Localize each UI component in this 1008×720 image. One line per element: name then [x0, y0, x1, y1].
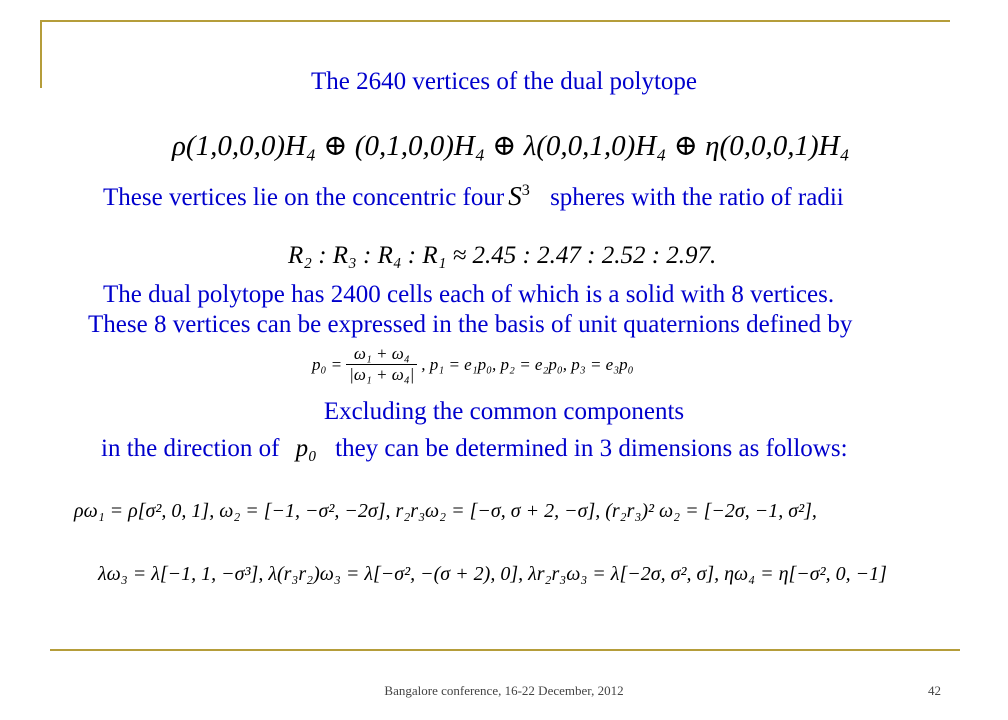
- direction-symbol: p₀: [295, 435, 317, 462]
- excluding-line: Excluding the common components: [323, 398, 685, 425]
- frame-bottom-rule: [50, 649, 960, 651]
- direction-line-end: they can be determined in 3 dimensions as follows:: [335, 435, 848, 462]
- components-row-2: λω₃ = λ[−1, 1, −σ³], λ(r₃r₂)ω₃ = λ[−σ², −(σ + 2), 0], λr₂r₃ω₃ = λ[−2σ, σ², σ], ηω₄ = η[−σ², 0, −1]: [98, 563, 887, 585]
- direction-line: [101, 435, 848, 463]
- vertex-sum-equation: ρ(1,0,0,0)H₄ ⊕ (0,1,0,0)H₄ ⊕ λ(0,0,1,0)H₄ ⊕ η(0,0,0,1)H₄: [172, 130, 850, 162]
- basis-line: These 8 vertices can be expressed in the basis of unit quaternions defined by: [88, 311, 853, 338]
- frame-top-rule: [40, 20, 950, 22]
- p0-denominator: |ω₁ + ω₄|: [349, 365, 415, 384]
- p0-lhs: p₀ =: [312, 354, 343, 374]
- sphere-symbol: [508, 181, 530, 211]
- p0-fraction: [346, 344, 417, 385]
- sphere-letter: S: [508, 181, 522, 211]
- spheres-line-end: spheres with the ratio of radii: [550, 184, 844, 211]
- direction-line-start: in the direction of: [101, 435, 280, 462]
- sphere-exponent: 3: [521, 181, 530, 199]
- page-number: 42: [928, 683, 941, 698]
- p0-equation: [312, 344, 634, 385]
- p0-rest: , p₁ = e₁p₀, p₂ = e₂p₀, p₃ = e₃p₀: [421, 354, 634, 374]
- cells-line: The dual polytope has 2400 cells each of which is a solid with 8 vertices.: [103, 281, 835, 308]
- footer-conference: Bangalore conference, 16-22 December, 2012: [384, 683, 624, 698]
- radii-ratio-equation: R₂ : R₃ : R₄ : R₁ ≈ 2.45 : 2.47 : 2.52 : 2.97.: [288, 242, 717, 269]
- slide-title: The 2640 vertices of the dual polytope: [311, 68, 697, 95]
- spheres-line: [103, 181, 844, 212]
- spheres-line-start: These vertices lie on the concentric four: [103, 184, 505, 211]
- components-row-1: ρω₁ = ρ[σ², 0, 1], ω₂ = [−1, −σ², −2σ], r₂r₃ω₂ = [−σ, σ + 2, −σ], (r₂r₃)² ω₂ = [−2σ, −1, σ²],: [74, 500, 817, 522]
- p0-numerator: ω₁ + ω₄: [346, 344, 417, 365]
